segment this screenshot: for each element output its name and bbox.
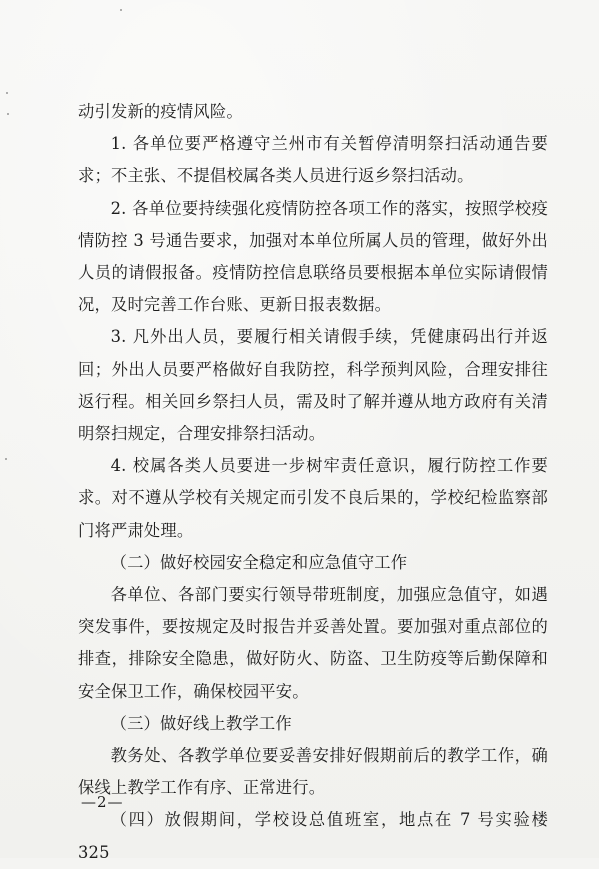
scan-speck (5, 458, 7, 460)
paragraph-item-1: 1. 各单位要严格遵守兰州市有关暂停清明祭扫活动通告要求；不主张、不提倡校属各类人员进行返乡祭扫活动。 (78, 134, 548, 186)
section-heading-3: （三）做好线上教学工作 (110, 713, 292, 733)
scan-speck (120, 9, 122, 11)
paragraph-item-4: 4. 校属各类人员要进一步树牢责任意识，履行防控工作要求。对不遵从学校有关规定而引发不良后果的，学校纪检监察部门将严肃处理。 (78, 456, 548, 540)
section-heading-2: （二）做好校园安全稳定和应急值守工作 (110, 552, 408, 572)
paragraph-item-3: 3. 凡外出人员，要履行相关请假手续，凭健康码出行并返回；外出人员要严格做好自我防控，科学预判风险，合理安排往返行程。相关回乡祭扫人员，需及时了解并遵从地方政府有关清明祭扫规定，合理安排祭扫活动。 (78, 327, 548, 444)
paragraph-item-2: 2. 各单位要持续强化疫情防控各项工作的落实，按照学校疫情防控 3 号通告要求，加强对本单位所属人员的管理，做好外出人员的请假报备。疫情防控信息联络员要根据本单位实际请假情况，及时完善工作台账、更新日报表数据。 (78, 198, 548, 315)
paragraph-section-2: 各单位、各部门要实行领导带班制度，加强应急值守，如遇突发事件，要按规定及时报告并妥善处置。要加强对重点部位的排查，排除安全隐患，做好防火、防盗、卫生防疫等后勤保障和安全保卫工作，确保校园平安。 (78, 585, 548, 701)
scan-speck (6, 92, 8, 94)
paragraph-section-3: 教务处、各教学单位要妥善安排好假期前后的教学工作，确保线上教学工作有序、正常进行。 (78, 746, 548, 798)
page-number: —2— (81, 793, 124, 811)
body-text (78, 96, 548, 869)
paragraph-section-4: （四）放假期间，学校设总值班室，地点在 7 号实验楼 325 (78, 810, 548, 862)
paragraph-continuation: 动引发新的疫情风险。 (78, 102, 243, 121)
scan-speck (7, 113, 9, 115)
